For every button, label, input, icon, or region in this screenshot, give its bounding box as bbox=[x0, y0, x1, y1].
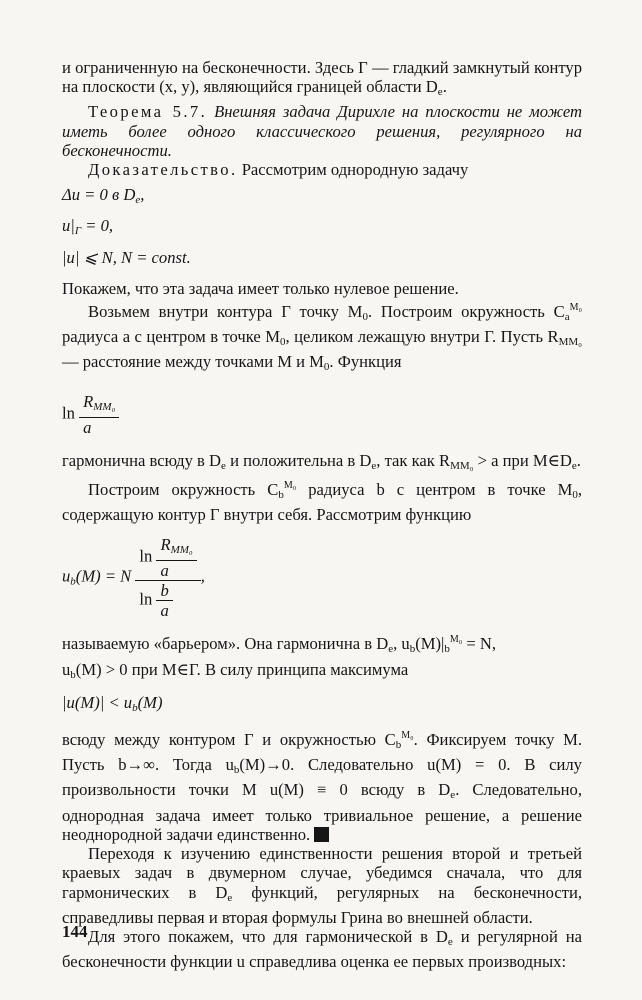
end-of-proof-icon bbox=[314, 827, 329, 842]
paragraph-3: Возьмем внутри контура Г точку $M_0$. Построим окружность $C_a^{M_0}$ радиуса a с центром в точке $M_0$, целиком лежащую внутри Г. Пусть $R_{MM_0}$ — расстояние между точками M и $M_0$. Функция bbox=[62, 302, 582, 374]
page-body bbox=[62, 58, 582, 971]
equation-bound: |u| ⩽ N, N = const. bbox=[62, 247, 191, 267]
equation-barrier: $u_b(M) = N$ ln $\frac{R_{MM_0}}{a}$ ln $\frac{b}{a}$ , bbox=[62, 534, 205, 621]
paragraph-7: всюду между контуром Г и окружностью $C_b^{M_0}$. Фиксируем точку M. Пусть b→∞. Тогда $u_b(M)\to 0$. Следовательно u(M) = 0. В силу произвольности точки M u(M) ≡ 0 всюду в $D_e$. Следовательно, однородная задача имеет только тривиальное решение, а решение неоднородной задачи единственно. bbox=[62, 730, 583, 844]
theorem-5-7 bbox=[62, 102, 582, 160]
equation-boundary: $u|_Г = 0$, bbox=[62, 216, 114, 238]
page-number: 144 bbox=[62, 922, 88, 941]
equation-max-principle: $|u(M)| < u_b(M)$ bbox=[62, 692, 163, 714]
theorem-label: Теорема 5.7. bbox=[88, 102, 208, 122]
fraction-R-over-a: $\frac{R_{MM_0}}{a}$ bbox=[79, 392, 119, 437]
theorem-text: Внешняя задача Дирихле на плоскости не может иметь более одного классического решения, регулярного на бесконечности. bbox=[62, 102, 582, 160]
equation-log-fraction: ln $\frac{R_{MM_0}}{a}$ bbox=[62, 392, 582, 437]
paragraph-1: и ограниченную на бесконечности. Здесь Г — гладкий замкнутый контур на плоскости (x, y), являющийся границей области $D_e$. bbox=[62, 58, 582, 99]
paragraph-2: Покажем, что эта задача имеет только нулевое решение. bbox=[62, 278, 459, 298]
paragraph-5: Построим окружность $C_b^{M_0}$ радиуса b с центром в точке $M_0$, содержащую контур Г внутри себя. Рассмотрим функцию bbox=[62, 480, 583, 525]
paragraph-9: Для этого покажем, что для гармонической в $D_e$ и регулярной на бесконечности функции u справедлива оценка ее первых производных: bbox=[62, 926, 582, 972]
proof-label: Доказательство. bbox=[88, 160, 238, 180]
paragraph-6: называемую «барьером». Она гармонична в $D_e$, $u_b(M)|_b^{M_0} = N$, $u_b(M) > 0$ при M∈Г. В силу принципа максимума bbox=[62, 634, 497, 681]
proof-intro: Доказательство. Рассмотрим однородную задачу bbox=[88, 160, 469, 180]
paragraph-8: Переходя к изучению единственности решения второй и третьей краевых задач в двумерном случае, убедимся сначала, что для гармонических в $D_e$ функций, регулярных на бесконечности, справедливы первая и вторая формулы Грина во внешней области. bbox=[62, 844, 582, 927]
equation-laplace: Δu = 0 в $D_e$, bbox=[62, 185, 145, 207]
fraction-barrier: ln $\frac{R_{MM_0}}{a}$ ln $\frac{b}{a}$ bbox=[135, 535, 200, 621]
paragraph-4: гармонична всюду в $D_e$ и положительна в $D_e$, так как $R_{MM_0} > a$ при $M\in D_e$. bbox=[62, 451, 581, 473]
